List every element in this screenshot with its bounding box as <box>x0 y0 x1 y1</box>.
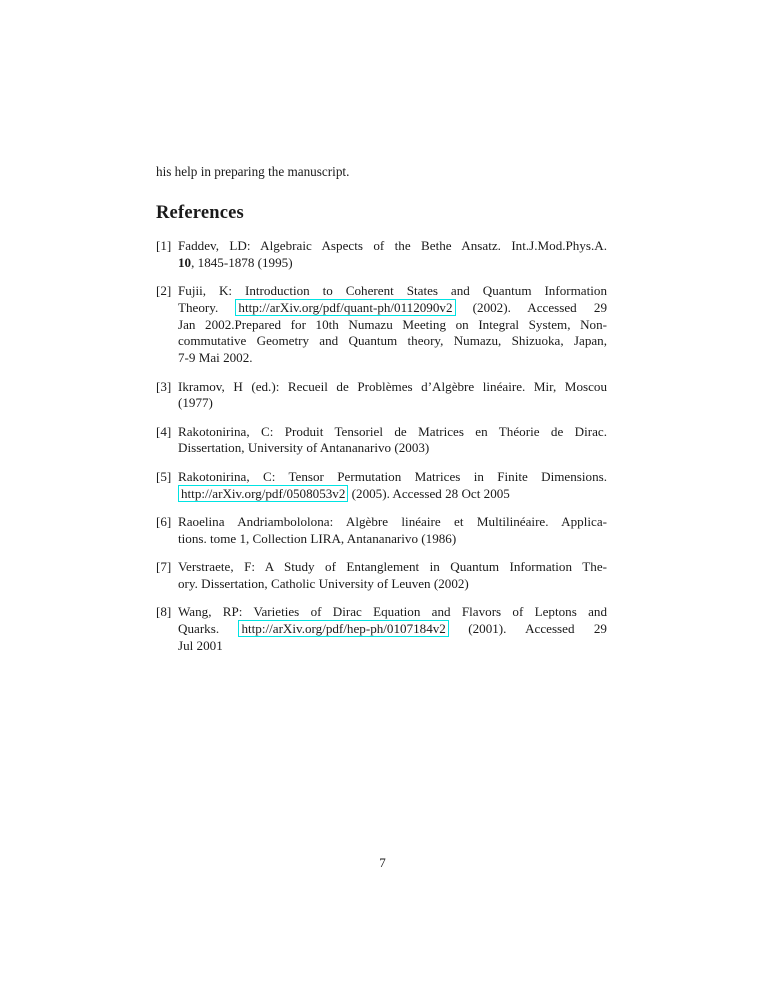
reference-text <box>178 469 607 503</box>
reference-text-segment: Rakotonirina, C: Tensor Permutation Matrices in Finite Dimensions. <box>178 468 607 484</box>
reference-line <box>178 333 607 350</box>
reference-line <box>178 424 607 441</box>
reference-line <box>178 283 607 300</box>
reference-text-segment: Rakotonirina, C: Produit Tensoriel de Matrices en Théorie de Dirac. <box>178 423 607 439</box>
reference-line <box>178 576 607 593</box>
reference-line <box>178 514 607 531</box>
reference-text-segment: 7-9 Mai 2002. <box>178 350 253 366</box>
reference-label: [1] <box>156 238 172 253</box>
volume-number-bold: 10 <box>178 254 192 270</box>
reference-line <box>178 379 607 396</box>
reference-line <box>178 350 607 367</box>
references-list <box>156 238 607 654</box>
reference-line <box>178 395 607 412</box>
reference-line <box>178 255 607 272</box>
reference-text <box>178 514 607 548</box>
reference-text-segment: tions. tome 1, Collection LIRA, Antananarivo (1986) <box>178 530 457 546</box>
reference-line <box>178 531 607 548</box>
reference-item <box>156 283 607 367</box>
reference-text-segment: Verstraete, F: A Study of Entanglement in Quantum Information The- <box>178 558 607 574</box>
reference-text-segment: Faddev, LD: Algebraic Aspects of the Bethe Ansatz. Int.J.Mod.Phys.A. <box>178 238 607 253</box>
reference-line <box>178 604 607 621</box>
reference-text-segment: (2001). Accessed 29 <box>448 620 607 636</box>
reference-line <box>178 238 607 255</box>
reference-text-segment: Wang, RP: Varieties of Dirac Equation and Flavors of Leptons and <box>178 604 607 620</box>
arxiv-url-link[interactable]: http://arXiv.org/pdf/quant-ph/0112090v2 <box>235 299 455 316</box>
reference-line <box>178 469 607 486</box>
reference-label: [6] <box>156 513 172 529</box>
page-content <box>156 163 607 666</box>
arxiv-url-link[interactable]: http://arXiv.org/pdf/0508053v2 <box>178 485 348 502</box>
reference-label: [8] <box>156 604 172 620</box>
reference-item <box>156 604 607 654</box>
reference-label: [4] <box>156 423 172 439</box>
reference-text-segment: Ikramov, H (ed.): Recueil de Problèmes d’Algèbre linéaire. Mir, Moscou <box>178 378 607 394</box>
reference-item <box>156 514 607 548</box>
reference-text-segment: Theory. <box>178 299 236 315</box>
reference-line <box>178 440 607 457</box>
reference-text-segment: (2002). Accessed 29 <box>455 299 607 315</box>
reference-text <box>178 604 607 654</box>
reference-text-segment: commutative Geometry and Quantum theory, Numazu, Shizuoka, Japan, <box>178 333 607 349</box>
references-heading: References <box>156 203 244 223</box>
reference-line <box>178 486 607 503</box>
reference-text-segment: ory. Dissertation, Catholic University of Leuven (2002) <box>178 575 469 591</box>
reference-line <box>178 317 607 334</box>
reference-text-segment: Fujii, K: Introduction to Coherent States and Quantum Information <box>178 283 607 299</box>
reference-text-segment: Dissertation, University of Antananarivo (2003) <box>178 440 430 456</box>
reference-text <box>178 283 607 367</box>
reference-item <box>156 559 607 593</box>
reference-item <box>156 379 607 413</box>
reference-text-segment: Jul 2001 <box>178 637 223 653</box>
reference-text <box>178 424 607 458</box>
reference-label: [2] <box>156 283 172 299</box>
reference-line <box>178 300 607 317</box>
reference-item <box>156 469 607 503</box>
reference-text-segment: , 1845-1878 (1995) <box>191 254 293 270</box>
reference-text <box>178 559 607 593</box>
reference-text-segment: Jan 2002.Prepared for 10th Numazu Meeting on Integral System, Non- <box>178 316 607 332</box>
reference-text-segment: Raoelina Andriambololona: Algèbre linéaire et Multilinéaire. Applica- <box>178 513 607 529</box>
reference-text <box>178 238 607 272</box>
reference-item <box>156 238 607 272</box>
reference-label: [3] <box>156 378 172 394</box>
reference-line <box>178 559 607 576</box>
reference-text-segment: Quarks. <box>178 620 239 636</box>
reference-line <box>178 621 607 638</box>
reference-item <box>156 424 607 458</box>
reference-line <box>178 638 607 655</box>
reference-text-segment: (2005). Accessed 28 Oct 2005 <box>348 485 510 501</box>
reference-label: [5] <box>156 468 172 484</box>
reference-label: [7] <box>156 558 172 574</box>
reference-text-segment: (1977) <box>178 395 213 411</box>
arxiv-url-link[interactable]: http://arXiv.org/pdf/hep-ph/0107184v2 <box>238 620 448 637</box>
reference-text <box>178 379 607 413</box>
page-number: 7 <box>379 855 386 870</box>
intro-paragraph: his help in preparing the manuscript. <box>156 164 350 179</box>
